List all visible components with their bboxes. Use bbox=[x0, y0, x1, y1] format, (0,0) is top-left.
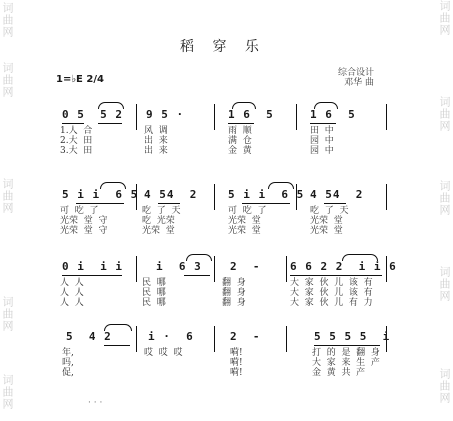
underline bbox=[314, 345, 380, 346]
barline bbox=[214, 184, 215, 210]
lyrics: 吃 了 天 光荣 堂 光荣 堂 bbox=[310, 206, 349, 236]
notes: 1 6 5 bbox=[310, 108, 356, 121]
lyrics: 吃 了 天 吃 光荣 光荣 堂 bbox=[142, 206, 181, 236]
notes: 1 6 5 bbox=[228, 108, 274, 121]
watermark-left bbox=[0, 0, 16, 421]
barline bbox=[386, 184, 387, 210]
underline bbox=[76, 203, 124, 204]
lyrics: 翻 身 翻 身 翻 身 bbox=[222, 278, 246, 308]
watermark-char: 网 bbox=[438, 392, 451, 404]
notes: 5 i i 6 5 bbox=[228, 188, 305, 201]
score-system-1 bbox=[56, 104, 392, 164]
watermark-char: 曲 bbox=[438, 380, 451, 392]
lyrics: 民 哪 民 哪 民 哪 bbox=[142, 278, 166, 308]
watermark-char: 网 bbox=[438, 204, 451, 216]
watermark-char: 网 bbox=[1, 320, 14, 332]
watermark-char: 词 bbox=[438, 180, 451, 192]
barline bbox=[286, 256, 287, 282]
notes: 5 5 5 5 i bbox=[314, 330, 391, 343]
lyrics: 打 的 是 翻 身 大 家 来 生 产 金 黄 共 产 bbox=[312, 348, 380, 378]
notes: 2 - bbox=[230, 330, 261, 343]
lyrics: 风 调 出 来 出 来 bbox=[144, 126, 168, 156]
notes: 4 54 2 bbox=[310, 188, 364, 201]
barline bbox=[136, 256, 137, 282]
notes: 5 4 2 bbox=[66, 330, 112, 343]
watermark-char: 词 bbox=[438, 368, 451, 380]
lyrics: 1.人 合 2.大 田 3.大 田 bbox=[60, 126, 93, 156]
underline bbox=[104, 345, 130, 346]
watermark-char: 词 bbox=[1, 2, 14, 14]
underline bbox=[228, 123, 254, 124]
underline bbox=[242, 203, 290, 204]
watermark-char: 网 bbox=[1, 398, 14, 410]
notes: 5 i i 6 5 bbox=[62, 188, 139, 201]
lyrics: 嗬! 嗬! 嗬! bbox=[230, 348, 243, 378]
lyrics: 大 家 伙 儿 该 有 大 家 伙 儿 该 有 大 家 伙 儿 有 力 bbox=[290, 278, 373, 308]
barline bbox=[136, 326, 137, 352]
watermark-char: 曲 bbox=[438, 192, 451, 204]
watermark-char: 曲 bbox=[438, 12, 451, 24]
underline bbox=[290, 275, 382, 276]
barline bbox=[386, 104, 387, 130]
watermark-char: 网 bbox=[1, 86, 14, 98]
lyrics: 人 人 人 人 人 人 bbox=[60, 278, 84, 308]
underline bbox=[62, 275, 122, 276]
notes: 6 6 2 2 i i 6 bbox=[290, 260, 397, 273]
barline bbox=[214, 104, 215, 130]
watermark-char: 曲 bbox=[438, 108, 451, 120]
lyrics: 雨 顺 满 仓 金 黄 bbox=[228, 126, 252, 156]
watermark-char: 词 bbox=[1, 62, 14, 74]
watermark-char: 曲 bbox=[1, 14, 14, 26]
notes: 4 54 2 bbox=[144, 188, 198, 201]
watermark-char: 网 bbox=[1, 26, 14, 38]
watermark-char: 曲 bbox=[438, 278, 451, 290]
score-system-2 bbox=[56, 184, 392, 244]
watermark-char: 曲 bbox=[1, 190, 14, 202]
barline bbox=[296, 104, 297, 130]
watermark-char: 词 bbox=[438, 0, 451, 12]
credit-line: 综合设计 bbox=[338, 68, 375, 78]
notes: i 6 3 bbox=[156, 260, 202, 273]
key-signature: 1=♭E 2/4 bbox=[56, 74, 104, 85]
watermark-char: 词 bbox=[1, 374, 14, 386]
underline bbox=[62, 123, 84, 124]
watermark-char: 网 bbox=[438, 24, 451, 36]
underline bbox=[158, 203, 180, 204]
watermark-char: 网 bbox=[438, 120, 451, 132]
barline bbox=[136, 104, 137, 130]
watermark-char: 曲 bbox=[1, 74, 14, 86]
lyrics: 可 吃 了 光荣 堂 光荣 堂 bbox=[228, 206, 267, 236]
watermark-char: 网 bbox=[438, 290, 451, 302]
lyrics: 可 吃 了 光荣 堂 守 光荣 堂 守 bbox=[60, 206, 108, 236]
song-title: 稻 穿 乐 bbox=[180, 39, 266, 55]
score-system-3 bbox=[56, 256, 397, 316]
credit bbox=[338, 68, 374, 88]
watermark-char: 词 bbox=[438, 96, 451, 108]
barline bbox=[286, 326, 287, 352]
watermark-char: 曲 bbox=[1, 308, 14, 320]
watermark-right bbox=[437, 0, 453, 421]
lyrics: 田 中 园 中 园 中 bbox=[310, 126, 334, 156]
notes: i · 6 bbox=[148, 330, 194, 343]
watermark-char: 词 bbox=[1, 296, 14, 308]
credit-line: 邓华 曲 bbox=[344, 78, 375, 88]
score-system-4 bbox=[56, 326, 392, 386]
notes: 0 i i i bbox=[62, 260, 123, 273]
underline bbox=[324, 203, 346, 204]
lyrics: 哎 哎 哎 bbox=[144, 348, 183, 358]
underline bbox=[184, 275, 210, 276]
notes: 9 5 · bbox=[146, 108, 185, 121]
notes: 0 5 5 2 bbox=[62, 108, 123, 121]
barline bbox=[214, 256, 215, 282]
footer-dots: · · · bbox=[88, 398, 103, 408]
watermark-char: 曲 bbox=[1, 386, 14, 398]
barline bbox=[214, 326, 215, 352]
notes: 2 - bbox=[230, 260, 261, 273]
watermark-char: 词 bbox=[438, 266, 451, 278]
lyrics: 年, 吗, 促, bbox=[62, 348, 74, 378]
watermark-char: 词 bbox=[1, 178, 14, 190]
underline bbox=[310, 123, 336, 124]
watermark-char: 网 bbox=[1, 202, 14, 214]
underline bbox=[98, 123, 122, 124]
